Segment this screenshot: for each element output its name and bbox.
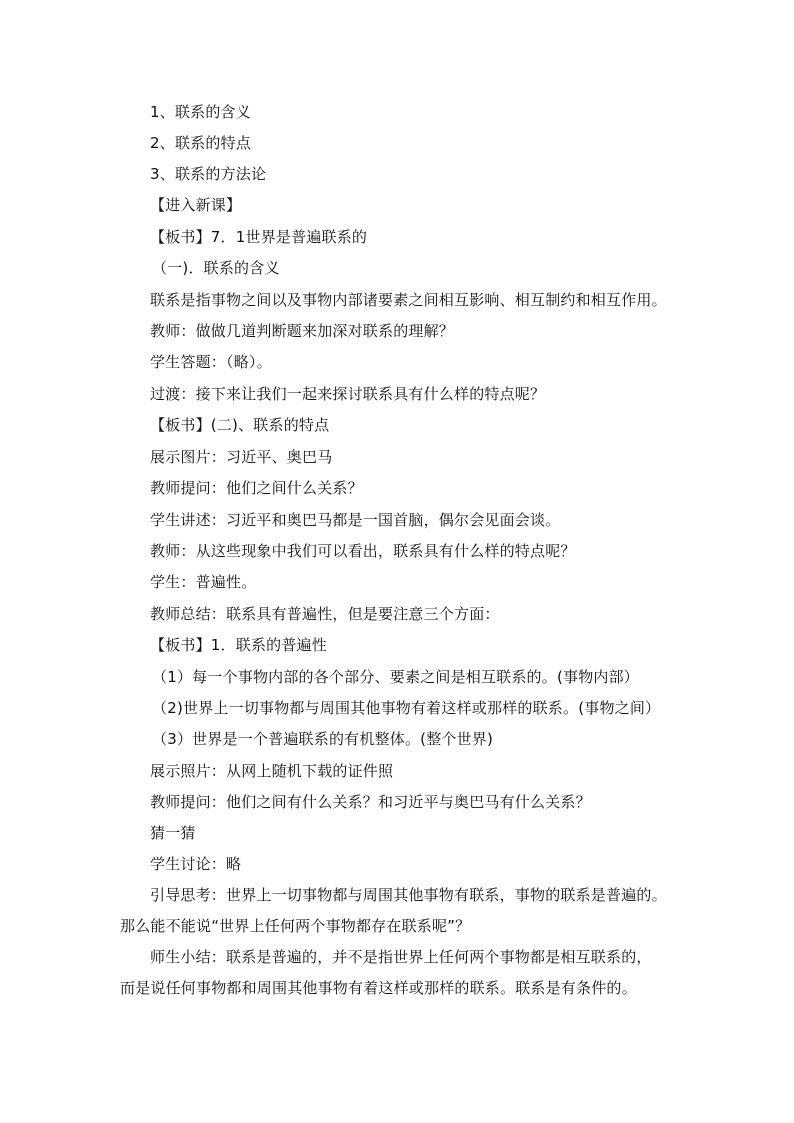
paragraph: 引导思考：世界上一切事物都与周围其他事物有联系，事物的联系是普遍的。 [150, 886, 667, 904]
paragraph: 师生小结：联系是普遍的，并不是指世界上任何两个事物都是相互联系的， [150, 948, 652, 966]
paragraph: 那么能不能说“世界上任何两个事物都存在联系呢”？ [120, 917, 471, 935]
board-note: 【板书】1．联系的普遍性 [150, 636, 327, 654]
paragraph: 教师：从这些现象中我们可以看出，联系具有什么样的特点呢？ [150, 542, 576, 560]
paragraph: 学生答题：（略）。 [150, 353, 272, 371]
paragraph: 教师提问：他们之间什么关系？ [150, 479, 363, 497]
paragraph: 学生讲述：习近平和奥巴马都是一国首脑，偶尔会见面会谈。 [150, 511, 561, 529]
paragraph: 学生：普遍性。 [150, 573, 257, 591]
paragraph: 猜一猜 [150, 824, 196, 842]
paragraph: 教师提问：他们之间有什么关系？和习近平与奥巴马有什么关系？ [150, 793, 591, 811]
outline-item-1: 1、联系的含义 [150, 103, 251, 121]
subheading: （一)．联系的含义 [152, 259, 280, 277]
paragraph: 学生讨论：略 [150, 855, 242, 873]
outline-item-2: 2、联系的特点 [150, 134, 251, 152]
paragraph: 展示图片：习近平、奥巴马 [150, 448, 333, 466]
paragraph: 联系是指事物之间以及事物内部诸要素之间相互影响、相互制约和相互作用。 [150, 291, 667, 309]
list-item: （3）世界是一个普遍联系的有机整体。(整个世界) [152, 730, 494, 748]
paragraph: 而是说任何事物都和周围其他事物有着这样或那样的联系。联系是有条件的。 [120, 979, 637, 997]
section-heading: 【进入新课】 [150, 196, 242, 214]
paragraph: 过渡：接下来让我们一起来探讨联系具有什么样的特点呢？ [150, 385, 546, 403]
board-note: 【板书】(二)、联系的特点 [150, 416, 330, 434]
outline-item-3: 3、联系的方法论 [150, 165, 267, 183]
list-item: （1）每一个事物内部的各个部分、要素之间是相互联系的。(事物内部） [152, 668, 639, 686]
paragraph: 教师：做做几道判断题来加深对联系的理解？ [150, 322, 455, 340]
paragraph: 展示照片：从网上随机下载的证件照 [150, 762, 394, 780]
board-note: 【板书】7．1世界是普遍联系的 [150, 228, 368, 246]
list-item: （2)世界上一切事物都与周围其他事物有着这样或那样的联系。(事物之间） [152, 699, 661, 717]
paragraph: 教师总结：联系具有普遍性，但是要注意三个方面： [150, 605, 500, 623]
